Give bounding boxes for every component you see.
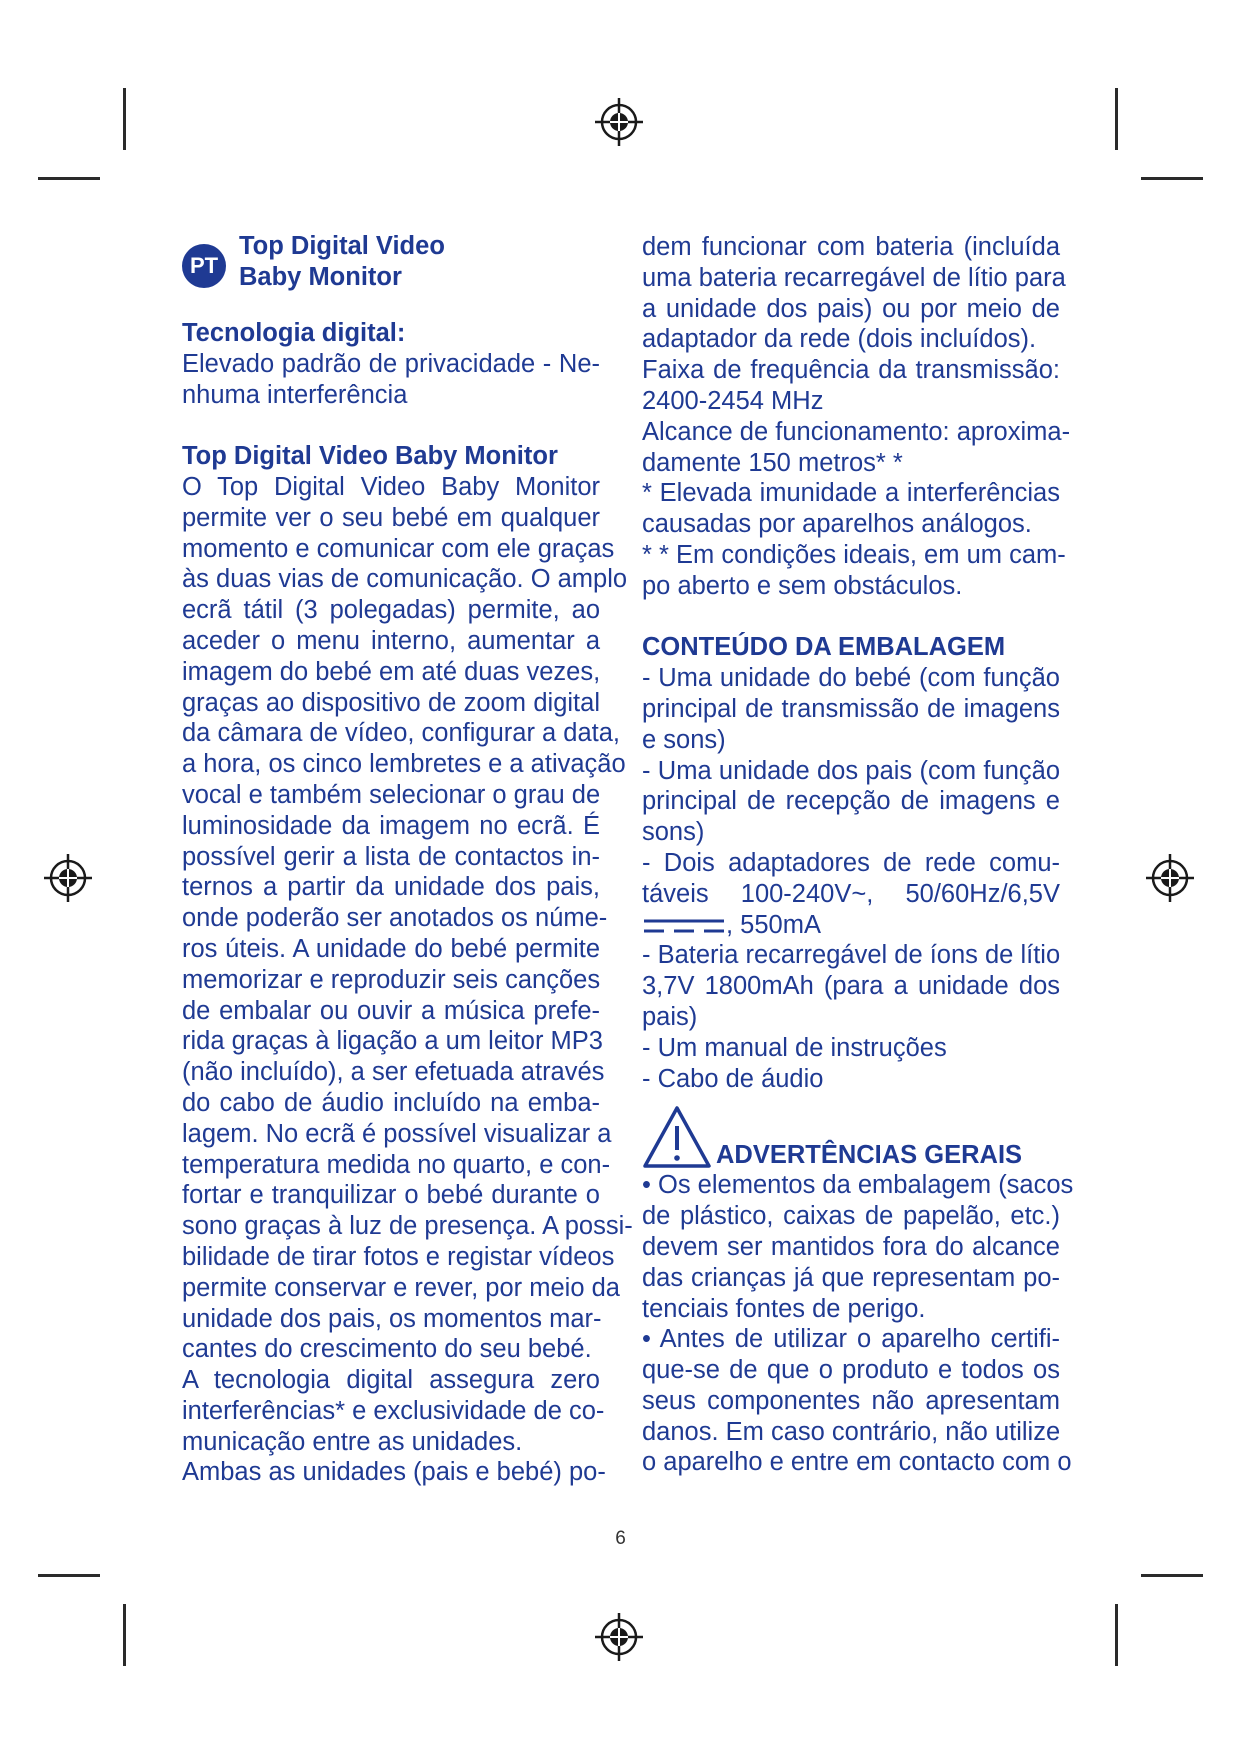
text-line: lagem. No ecrã é possível visualizar a (182, 1119, 612, 1148)
text-line: seus componentes não apresentam (642, 1386, 1060, 1415)
text-line: permite conservar e rever, por meio da (182, 1273, 620, 1302)
dc-current-symbol-icon (642, 917, 726, 935)
text-line: - Uma unidade do bebé (com função (642, 664, 1060, 693)
text-line: pais) (642, 1002, 698, 1031)
text-line: municação entre as unidades. (182, 1427, 523, 1456)
dc-voltage-line (642, 910, 1060, 941)
text-line: O Top Digital Video Baby Monitor (182, 472, 600, 501)
text-line: 2400-2454 MHz (642, 386, 824, 415)
crop-mark (1141, 177, 1203, 180)
text-line: das crianças já que representam po- (642, 1263, 1060, 1292)
warning-heading: ADVERTÊNCIAS GERAIS (716, 1141, 1023, 1170)
dc-voltage-suffix: , 550mA (726, 910, 821, 939)
text-line: tenciais fontes de perigo. (642, 1294, 926, 1323)
text-line: adaptador da rede (dois incluídos). (642, 325, 1037, 354)
text-line: da câmara de vídeo, configurar a data, (182, 719, 621, 748)
page-title (239, 230, 445, 292)
right-bottom-text (642, 1170, 1074, 1478)
text-line: Ambas as unidades (pais e bebé) po- (182, 1458, 606, 1487)
crop-mark (123, 1604, 126, 1666)
text-line: causadas por aparelhos análogos. (642, 510, 1032, 539)
warning-triangle-icon (642, 1104, 712, 1170)
text-line: fortar e tranquilizar o bebé durante o (182, 1181, 600, 1210)
text-line: po aberto e sem obstáculos. (642, 571, 963, 600)
crop-mark (1115, 1604, 1118, 1666)
text-line: ecrã tátil (3 polegadas) permite, ao (182, 596, 600, 625)
text-line: do cabo de áudio incluído na emba- (182, 1088, 600, 1117)
title-line: Top Digital Video (239, 232, 445, 260)
text-line: permite ver o seu bebé em qualquer (182, 503, 600, 532)
section-heading: CONTEÚDO DA EMBALAGEM (642, 633, 1006, 662)
text-line: Alcance de funcionamento: aproxima- (642, 417, 1071, 446)
registration-mark-icon (42, 852, 94, 904)
text-line: - Um manual de instruções (642, 1033, 947, 1062)
warning-heading-row (642, 1098, 1060, 1170)
text-line: cantes do crescimento do seu bebé. (182, 1335, 592, 1364)
text-line: sono graças à luz de presença. A possi- (182, 1212, 633, 1241)
text-line: onde poderão ser anotados os núme- (182, 904, 608, 933)
crop-mark (123, 88, 126, 150)
section-heading: Top Digital Video Baby Monitor (182, 442, 558, 471)
text-line: principal de recepção de imagens e (642, 787, 1060, 816)
product-title-block (182, 230, 600, 292)
text-line: sons) (642, 818, 705, 847)
paragraph-gap (182, 410, 600, 441)
text-line: aceder o menu interno, aumentar a (182, 626, 600, 655)
crop-mark (38, 1574, 100, 1577)
title-line: Baby Monitor (239, 262, 402, 291)
text-line: luminosidade da imagem no ecrã. É (182, 811, 600, 840)
text-line: vocal e também selecionar o grau de (182, 780, 601, 809)
text-line: possível gerir a lista de contactos in- (182, 842, 600, 871)
page-number: 6 (615, 1528, 626, 1549)
registration-mark-icon (593, 1611, 645, 1663)
text-line: interferências* e exclusividade de co- (182, 1396, 605, 1425)
text-line: * Elevada imunidade a interferências (642, 479, 1060, 508)
text-line: Elevado padrão de privacidade - Ne- (182, 349, 600, 378)
crop-mark (1141, 1574, 1203, 1577)
right-top-text (642, 232, 1071, 910)
text-line: • Os elementos da embalagem (sacos (642, 1171, 1074, 1200)
text-line: rida graças à ligação a um leitor MP3 (182, 1027, 603, 1056)
text-line: de plástico, caixas de papelão, etc.) (642, 1202, 1060, 1231)
right-mid-text (642, 940, 1060, 1094)
text-line: a hora, os cinco lembretes e a ativação (182, 750, 626, 779)
text-line: - Cabo de áudio (642, 1064, 824, 1093)
text-line: Faixa de frequência da transmissão: (642, 356, 1060, 385)
section-heading: Tecnologia digital: (182, 319, 406, 347)
text-line: ros úteis. A unidade do bebé permite (182, 934, 600, 963)
text-line: - Uma unidade dos pais (com função (642, 756, 1060, 785)
text-line: o aparelho e entre em contacto com o (642, 1448, 1072, 1477)
text-line: unidade dos pais, os momentos mar- (182, 1304, 602, 1333)
text-line: memorizar e reproduzir seis canções (182, 965, 601, 994)
text-line: principal de transmissão de imagens (642, 694, 1060, 723)
text-line: * * Em condições ideais, em um cam- (642, 540, 1066, 569)
text-line: que-se de que o produto e todos os (642, 1356, 1060, 1385)
text-line: de embalar ou ouvir a música prefe- (182, 996, 600, 1025)
text-line: e sons) (642, 725, 726, 754)
text-line: - Bateria recarregável de íons de lítio (642, 941, 1061, 970)
text-line: táveis 100-240V~, 50/60Hz/6,5V (642, 879, 1060, 908)
crop-mark (1115, 88, 1118, 150)
text-line: • Antes de utilizar o aparelho certifi- (642, 1325, 1060, 1354)
text-line: nhuma interferência (182, 380, 408, 409)
text-line: temperatura medida no quarto, e con- (182, 1150, 611, 1179)
text-line: momento e comunicar com ele graças (182, 534, 615, 563)
text-line: dem funcionar com bateria (incluída (642, 233, 1060, 261)
text-line: bilidade de tirar fotos e registar vídeos (182, 1242, 615, 1271)
crop-mark (38, 177, 100, 180)
text-line: às duas vias de comunicação. O amplo (182, 565, 628, 594)
left-column (182, 230, 633, 1488)
text-line: imagem do bebé em até duas vezes, (182, 657, 601, 686)
text-line: (não incluído), a ser efetuada através (182, 1058, 605, 1087)
text-line: damente 150 metros* * (642, 448, 903, 477)
registration-mark-icon (593, 96, 645, 148)
right-column (642, 232, 1074, 1478)
text-line: A tecnologia digital assegura zero (182, 1366, 600, 1395)
text-line: ternos a partir da unidade dos pais, (182, 873, 600, 902)
language-badge: PT (182, 244, 226, 288)
text-line: a unidade dos pais) ou por meio de (642, 294, 1060, 323)
text-line: - Dois adaptadores de rede comu- (642, 848, 1060, 877)
paragraph-gap (642, 602, 1060, 633)
text-line: 3,7V 1800mAh (para a unidade dos (642, 972, 1060, 1001)
text-line: uma bateria recarregável de lítio para (642, 263, 1066, 292)
left-body-text (182, 318, 633, 1488)
registration-mark-icon (1144, 852, 1196, 904)
text-line: graças ao dispositivo de zoom digital (182, 688, 600, 717)
text-line: danos. Em caso contrário, não utilize (642, 1417, 1061, 1446)
text-line: devem ser mantidos fora do alcance (642, 1232, 1060, 1261)
